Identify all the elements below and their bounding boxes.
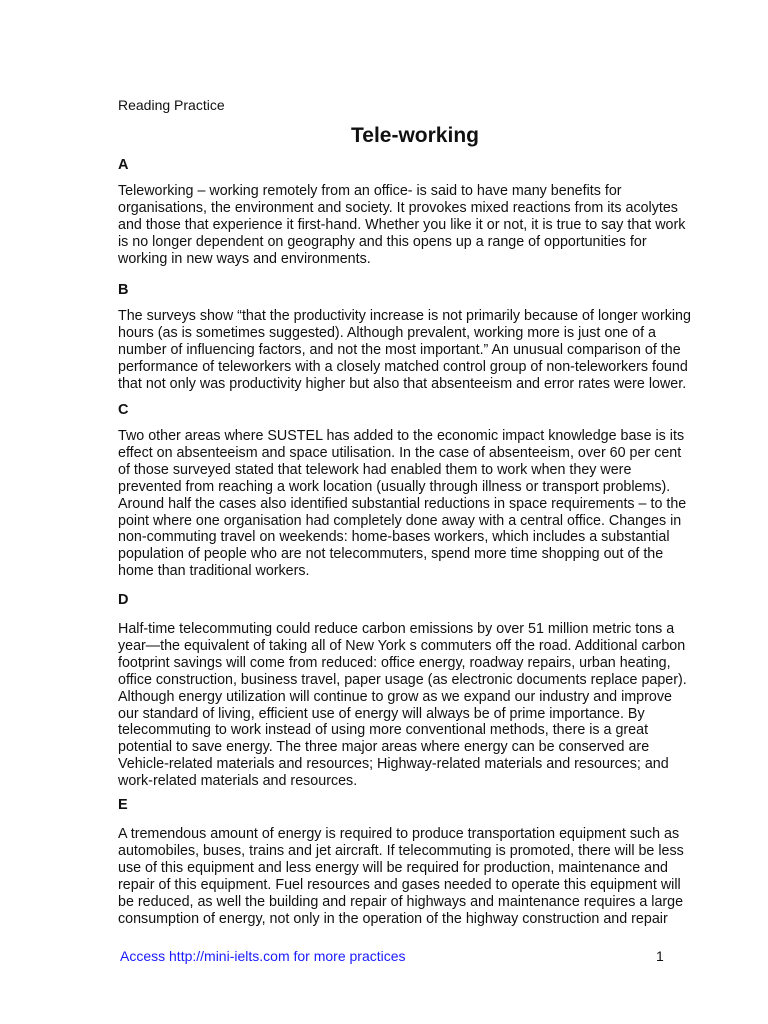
text-line: year—the equivalent of taking all of New York s commuters off the road. Additional carbon	[118, 637, 686, 654]
footer-link[interactable]: Access http://mini-ielts.com for more practices	[120, 948, 406, 964]
section-heading-a: A	[118, 157, 129, 173]
text-line: use of this equipment and less energy will be required for production, maintenance and	[118, 859, 668, 876]
text-line: Around half the cases also identified substantial reductions in space requirements – to the	[118, 495, 687, 512]
paragraph-d	[118, 621, 687, 790]
text-line: number of influencing factors, and not the most important.” An unusual comparison of the	[118, 341, 681, 358]
text-line: working in new ways and environments.	[118, 250, 371, 267]
section-heading-e: E	[118, 797, 128, 813]
text-line: repair of this equipment. Fuel resources and gases needed to operate this equipment will	[118, 876, 681, 893]
page-number: 1	[656, 948, 664, 964]
text-line: Half-time telecommuting could reduce carbon emissions by over 51 million metric tons a	[118, 621, 675, 637]
text-line: effect on absenteeism and space utilisation. In the case of absenteeism, over 60 per cent	[118, 444, 682, 461]
text-line: A tremendous amount of energy is required to produce transportation equipment such as	[118, 826, 680, 842]
text-line: telecommuting to work instead of using more conventional methods, there is a great	[118, 722, 649, 739]
text-line: our standard of living, efficient use of energy will always be of prime importance. By	[118, 705, 645, 722]
paragraph-a	[118, 183, 685, 268]
text-line: Teleworking – working remotely from an office- is said to have many benefits for	[118, 183, 622, 199]
text-line: office construction, business travel, paper usage (as electronic documents replace paper).	[118, 671, 687, 688]
text-line: and those that experience it first-hand. Whether you like it or not, it is true to say that work	[118, 216, 686, 233]
paragraph-e	[118, 826, 684, 927]
text-line: potential to save energy. The three major areas where energy can be conserved are	[118, 739, 650, 756]
page-title: Tele-working	[351, 124, 479, 147]
text-line: population of people who are not telecommuters, spend more time shopping out of the	[118, 546, 664, 563]
text-line: The surveys show “that the productivity increase is not primarily because of longer working	[118, 308, 691, 324]
text-line: that not only was productivity higher but also that absenteeism and error rates were lower.	[118, 375, 687, 392]
section-heading-c: C	[118, 402, 129, 418]
section-heading-b: B	[118, 282, 129, 298]
text-line: Although energy utilization will continue to grow as we expand our industry and improve	[118, 688, 672, 705]
text-line: home than traditional workers.	[118, 563, 310, 580]
text-line: performance of teleworkers with a closely matched control group of non-teleworkers found	[118, 358, 688, 375]
text-line: be reduced, as well the building and repair of highways and maintenance requires a large	[118, 893, 684, 910]
text-line: organisations, the environment and society. It provokes mixed reactions from its acolytes	[118, 199, 678, 216]
text-line: Two other areas where SUSTEL has added to the economic impact knowledge base is its	[118, 428, 685, 444]
text-line: automobiles, buses, trains and jet aircraft. If telecommuting is promoted, there will be less	[118, 842, 684, 859]
text-line: is no longer dependent on geography and this opens up a range of opportunities for	[118, 233, 647, 250]
paragraph-b	[118, 308, 691, 393]
text-line: work-related materials and resources.	[118, 773, 358, 790]
text-line: of those surveyed stated that telework had enabled them to work when they were	[118, 461, 632, 478]
text-line: prevented from reaching a work location (usually through illness or transport problems).	[118, 478, 671, 495]
text-line: non-commuting travel on weekends: home-bases workers, which includes a substantial	[118, 529, 670, 546]
paragraph-c	[118, 428, 686, 580]
text-line: footprint savings will come from reduced: office energy, roadway repairs, urban heating,	[118, 654, 671, 671]
header-label: Reading Practice	[118, 97, 225, 113]
text-line: Vehicle-related materials and resources; Highway-related materials and resources; and	[118, 756, 669, 773]
text-line: hours (as is sometimes suggested). Although prevalent, working more is just one of a	[118, 324, 656, 341]
text-line: point where one organisation had completely done away with a central office. Changes in	[118, 512, 682, 529]
section-heading-d: D	[118, 592, 129, 608]
text-line: consumption of energy, not only in the operation of the highway construction and repair	[118, 910, 668, 927]
